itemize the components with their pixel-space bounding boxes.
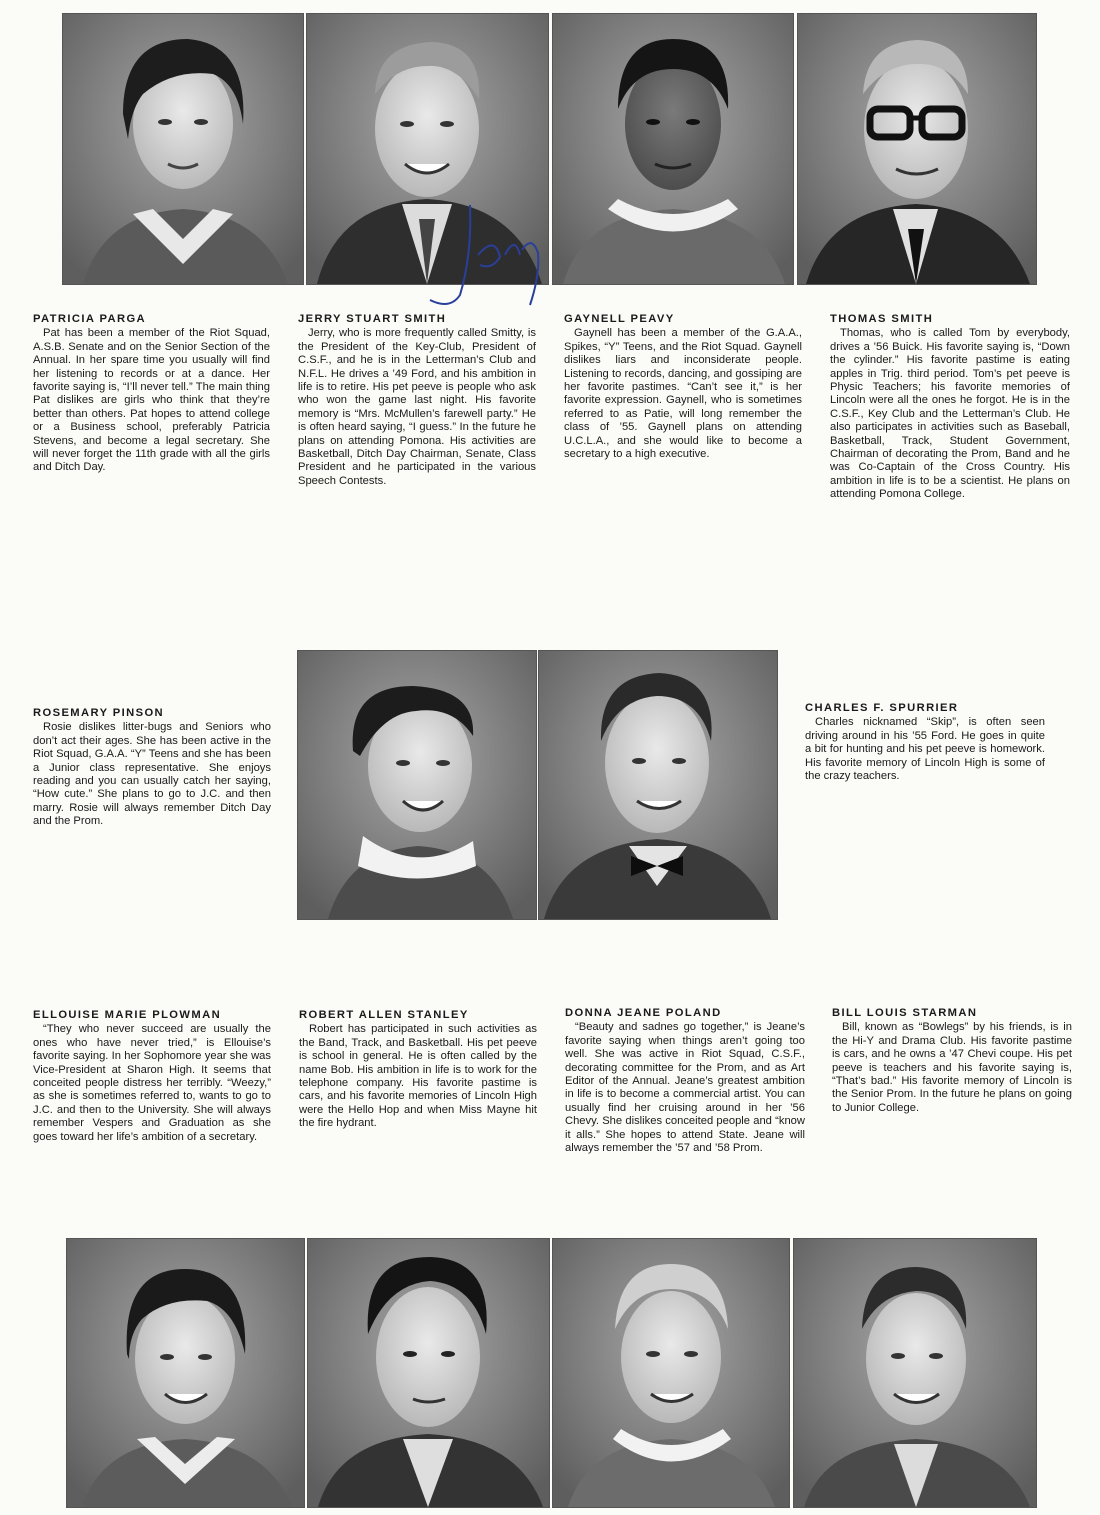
student-bio-text: Bill, known as “Bowlegs” by his friends, is in the Hi-Y and Drama Club. His favorite pastime is cars, and he owns a ’47 Chevi coupe. His pet peeve is teachers and his favorite saying is, “That’s bad.” His favorite memory of Lincoln is the Senior Prom. In the future he plans on going to Junior College. <box>832 1021 1072 1114</box>
student-name: PATRICIA PARGA <box>33 313 147 325</box>
student-name: ROSEMARY PINSON <box>33 707 165 719</box>
student-name: JERRY STUART SMITH <box>298 313 447 325</box>
student-bio-text: Charles nicknamed “Skip”, is often seen driving around in his ’55 Ford. He goes in quite a bit for hunting and his pet peeve is homework. His favorite memory of Lincoln High is some of the crazy teachers. <box>805 716 1045 783</box>
student-bio <box>298 313 536 488</box>
portrait-photo <box>297 650 537 920</box>
portrait-photo <box>552 13 794 285</box>
student-bio-text: “They who never succeed are usually the ones who have never tried,” is Ellouise’s favorite saying. In her Sophomore year she was Vice-President at Sharon High. It seems that conceited people distress her terribly. “Weezy,” as she is sometimes referred to, wants to go to J.C. and then to the University. She will always remember Vespers and Graduation as she goes toward her life’s ambition of a secretary. <box>33 1023 271 1143</box>
student-bio <box>805 702 1045 783</box>
portrait-photo <box>552 1238 790 1508</box>
student-bio <box>33 313 270 475</box>
student-name: BILL LOUIS STARMAN <box>832 1007 978 1019</box>
portrait-photo <box>307 1238 550 1508</box>
student-bio <box>832 1007 1072 1115</box>
student-name: DONNA JEANE POLAND <box>565 1007 722 1019</box>
student-bio <box>33 1009 271 1144</box>
student-name: ROBERT ALLEN STANLEY <box>299 1009 469 1021</box>
student-bio <box>564 313 802 461</box>
student-bio-text: Thomas, who is called Tom by everybody, drives a ’56 Buick. His favorite saying is, “Down the cylinder.” His favorite pastime is eating apples in Trig. third period. Tom’s pet peeve is Physic Teachers; his favorite memories of Lincoln were all the ones he forgot. He is in the C.S.F., Key Club and the Letterman’s Club. He also participates in activities such as Baseball, Basketball, Track, Student Government, Chairman of decorating the Prom, Band and he was Co-Captain of the Cross Country. His ambition in life is to be a scientist. He plans on attending Pomona College. <box>830 327 1070 501</box>
student-name: CHARLES F. SPURRIER <box>805 702 959 714</box>
portrait-photo <box>62 13 304 285</box>
portrait-photo <box>66 1238 305 1508</box>
student-name: GAYNELL PEAVY <box>564 313 675 325</box>
portrait-photo <box>306 13 549 285</box>
student-bio <box>33 707 271 829</box>
portrait-photo <box>797 13 1037 285</box>
student-bio <box>565 1007 805 1155</box>
student-name: ELLOUISE MARIE PLOWMAN <box>33 1009 222 1021</box>
student-bio-text: Gaynell has been a member of the G.A.A., Spikes, “Y” Teens, and the Riot Squad. Gaynell dislikes liars and inconsiderate people. Listening to records, dancing, and gossiping are her favorite pastimes. “Can’t see it,” is her favorite expression. Gaynell, who is sometimes referred to as Patie, will long remember the class of ’55. Gaynell plans on attending U.C.L.A., and she would like to become a secretary to a high executive. <box>564 327 802 461</box>
portrait-photo <box>538 650 778 920</box>
student-bio-text: Pat has been a member of the Riot Squad, A.S.B. Senate and on the Senior Section of the Annual. In her spare time you usually will find her listening to records or at a dance. Her favorite saying is, “I’ll never tell.” The main thing Pat dislikes are girls who think that they’re better than others. Pat hopes to attend college or a Business school, preferably Patricia Stevens, and become a legal secretary. She will never forget the 11th grade with all the girls and Ditch Day. <box>33 327 270 474</box>
student-bio <box>830 313 1070 502</box>
student-bio-text: “Beauty and sadnes go together,” is Jeane’s favorite saying when things aren’t going too well. She was active in Riot Squad, C.S.F., decorating committee for the Prom, and as Art Editor of the Annual. Jeane’s greatest ambition in life is to become a commercial artist. You can usually find her cruising around in her ’56 Chevy. She dislikes conceited people and “know it alls.” She hopes to attend State. Jeane will always remember the ’57 and ’58 Prom. <box>565 1021 805 1155</box>
student-bio-text: Rosie dislikes litter-bugs and Seniors who don’t act their ages. She has been active in the Riot Squad, G.A.A. “Y” Teens and she has been a Junior class representative. She enjoys reading and you can usually catch her saying, “How cute.” She plans to go to J.C. and then marry. Rosie will always remember Ditch Day and the Prom. <box>33 721 271 828</box>
student-bio-text: Robert has participated in such activities as the Band, Track, and Basketball. His pet peeve is school in general. He is often called by the name Bob. His ambition in life is to work for the telephone company. His favorite pastime is cars, and his favorite memories of Lincoln High were the Hello Hop and when Miss Mayne hit the fire hydrant. <box>299 1023 537 1130</box>
student-name: THOMAS SMITH <box>830 313 934 325</box>
student-bio-text: Jerry, who is more frequently called Smitty, is the President of the Key-Club, President of C.S.F., and he is in the Letterman’s Club and N.F.L. He drives a ’49 Ford, and his ambition in life is to retire. His pet peeve is people who ask who won the game last night. His favorite memory is “Mrs. McMullen’s farewell party.” He is often heard saying, “I guess.” In the future he plans on attending Pomona. His activities are Basketball, Ditch Day Chairman, Senate, Class President and he participated in the various Speech Contests. <box>298 327 536 487</box>
student-bio <box>299 1009 537 1131</box>
portrait-photo <box>793 1238 1037 1508</box>
